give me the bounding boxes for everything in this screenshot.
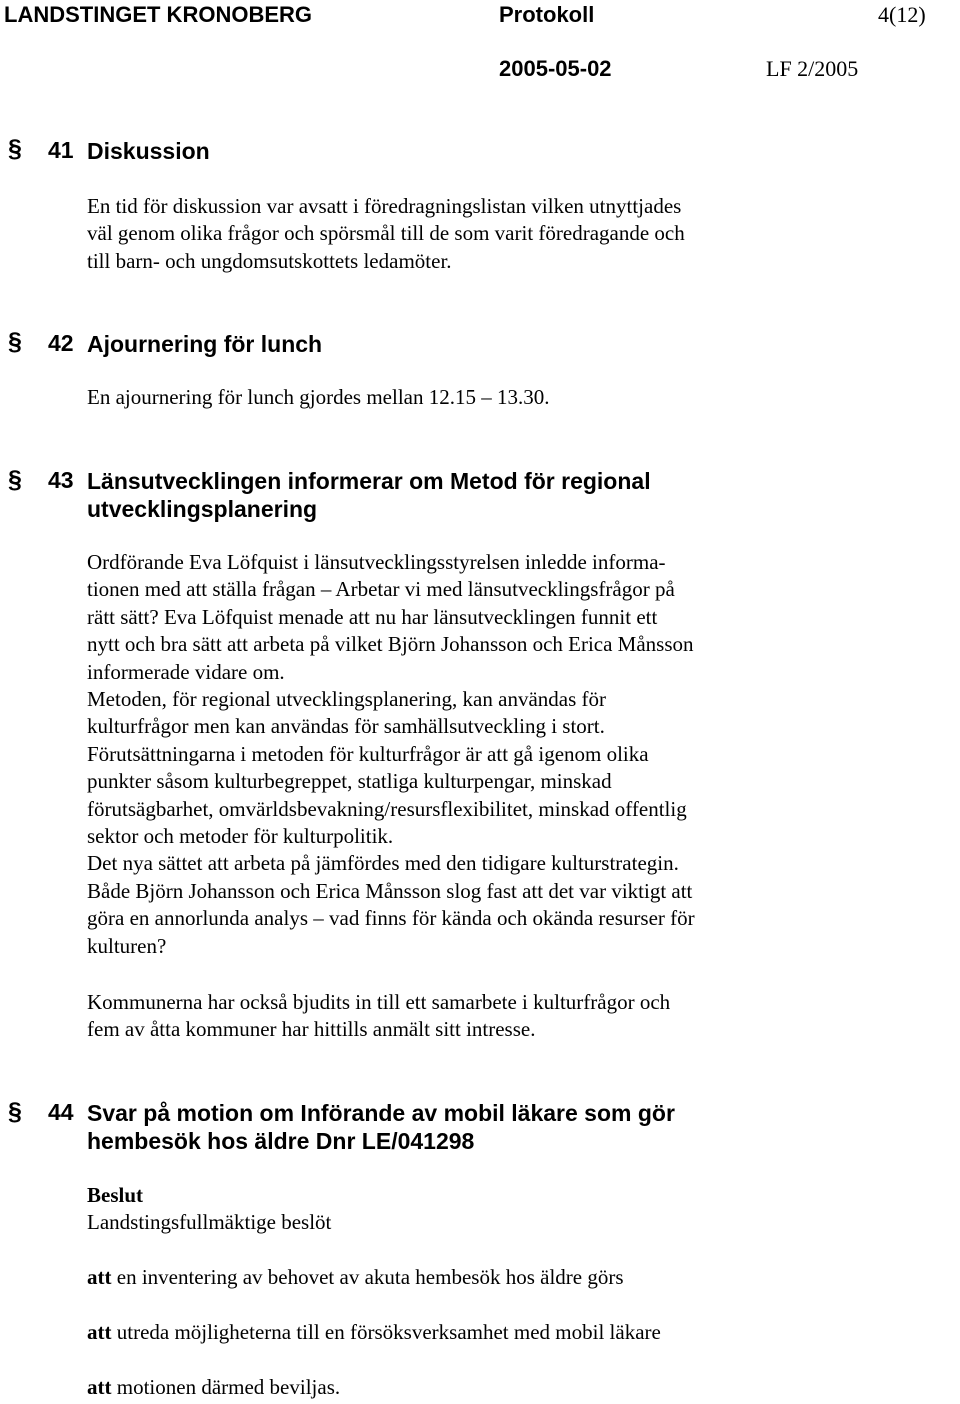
decision-item — [87, 1319, 947, 1346]
header-document-type: Protokoll — [499, 2, 595, 27]
body-line: rätt sätt? Eva Löfquist menade att nu har länsutvecklingen funnit ett — [87, 604, 658, 629]
header-date: 2005-05-02 — [499, 56, 612, 81]
body-line: Ordförande Eva Löfquist i länsutvecklingsstyrelsen inledde informa- — [87, 550, 666, 574]
decision-text: motionen därmed beviljas. — [111, 1375, 341, 1399]
decision-item — [87, 1374, 947, 1401]
section-body — [87, 549, 947, 960]
body-line: informerade vidare om. — [87, 659, 285, 684]
section-body — [87, 384, 947, 411]
decision-keyword: att — [87, 1320, 112, 1344]
body-line: Både Björn Johansson och Erica Månsson slog fast att det var viktigt att — [87, 878, 693, 903]
body-line: nytt och bra sätt att arbeta på vilket Björn Johansson och Erica Månsson — [87, 632, 694, 657]
decision-item — [87, 1264, 947, 1291]
section-number: 44 — [48, 1099, 74, 1125]
section-title — [87, 1099, 675, 1155]
section-number: 41 — [48, 137, 74, 163]
body-line: punkter såsom kulturbegreppet, statliga kulturpengar, minskad — [87, 769, 612, 794]
beslut-heading: Beslut — [87, 1183, 144, 1207]
section-title — [87, 467, 651, 523]
section-number: 43 — [48, 467, 74, 493]
section-title: Ajournering för lunch — [87, 331, 323, 357]
paragraph-symbol: § — [8, 466, 22, 494]
section-number: 42 — [48, 330, 74, 356]
body-line: Förutsättningarna i metoden för kulturfrågor är att gå igenom olika — [87, 741, 649, 766]
section-body — [87, 193, 947, 275]
body-line: En ajournering för lunch gjordes mellan 12.15 – 13.30. — [87, 385, 550, 409]
section-title-line: hembesök hos äldre Dnr LE/041298 — [87, 1128, 475, 1154]
beslut-intro: Landstingsfullmäktige beslöt — [87, 1210, 332, 1235]
header-reference: LF 2/2005 — [766, 56, 859, 81]
body-line: förutsägbarhet, omvärldsbevakning/resursflexibilitet, minskad offentlig — [87, 796, 687, 821]
paragraph-symbol: § — [8, 1098, 22, 1126]
body-line: till barn- och ungdomsutskottets ledamöter. — [87, 248, 452, 273]
body-line: Kommunerna har också bjudits in till ett samarbete i kulturfrågor och — [87, 990, 671, 1014]
decision-keyword: att — [87, 1265, 112, 1289]
body-line: fem av åtta kommuner har hittills anmält sitt intresse. — [87, 1017, 536, 1042]
paragraph-symbol: § — [8, 328, 22, 356]
decision-text: en inventering av behovet av akuta hembesök hos äldre görs — [111, 1265, 624, 1289]
body-line: tionen med att ställa frågan – Arbetar vi med länsutvecklingsfrågor på — [87, 577, 675, 602]
section-body — [87, 989, 947, 1044]
section-title-line: Svar på motion om Införande av mobil läkare som gör — [87, 1100, 675, 1126]
body-line: kulturen? — [87, 933, 167, 958]
decision-keyword: att — [87, 1375, 112, 1399]
header-page-number: 4(12) — [878, 2, 926, 27]
section-title: Diskussion — [87, 138, 210, 164]
decision-text: utreda möjligheterna till en försöksverksamhet med mobil läkare — [111, 1320, 661, 1344]
decision-block — [87, 1182, 947, 1237]
section-title-line: Länsutvecklingen informerar om Metod för regional — [87, 468, 651, 494]
paragraph-symbol: § — [8, 135, 22, 163]
body-line: Det nya sättet att arbeta på jämfördes med den tidigare kulturstrategin. — [87, 851, 679, 876]
body-line: sektor och metoder för kulturpolitik. — [87, 824, 394, 849]
header-organization: LANDSTINGET KRONOBERG — [4, 2, 312, 27]
body-line: väl genom olika frågor och spörsmål till de som varit föredragande och — [87, 221, 685, 246]
section-title-line: utvecklingsplanering — [87, 496, 318, 522]
body-line: kulturfrågor men kan användas för samhällsutveckling i stort. — [87, 714, 605, 739]
body-line: En tid för diskussion var avsatt i föredragningslistan vilken utnyttjades — [87, 194, 682, 218]
body-line: göra en annorlunda analys – vad finns för kända och okända resurser för — [87, 906, 695, 931]
body-line: Metoden, för regional utvecklingsplanering, kan användas för — [87, 687, 607, 712]
